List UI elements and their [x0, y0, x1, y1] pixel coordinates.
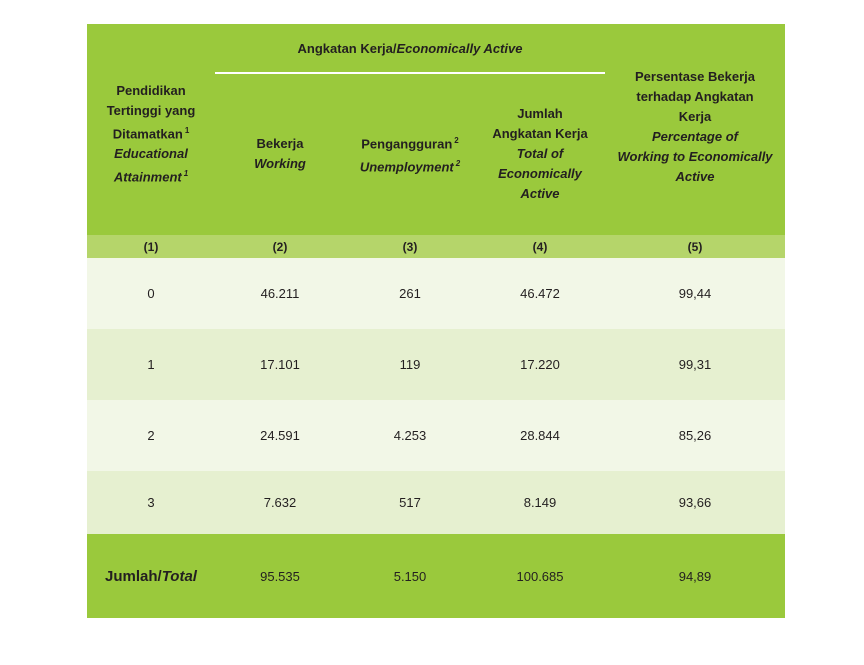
col2-en: [254, 154, 306, 174]
col4-en1: [517, 144, 563, 164]
cell-working: 17.101: [260, 357, 300, 372]
total-working: 95.535: [260, 568, 300, 584]
group-title-id: Angkatan Kerja/: [297, 41, 397, 56]
col3-en-sup: 2: [455, 159, 461, 168]
total-total: 100.685: [516, 568, 564, 584]
column-number-row: [87, 235, 785, 258]
column-number: (2): [272, 239, 288, 254]
col2-en-text: Working: [254, 156, 306, 171]
col5-en2-text: Working to Economically: [617, 149, 773, 164]
header-total-economically-active: [475, 104, 605, 204]
cell-percentage: 93,66: [678, 495, 712, 510]
cell-working: 46.211: [260, 286, 300, 301]
col1-en1-text: Educational: [114, 146, 188, 161]
col5-en1-text: Percentage of: [652, 129, 738, 144]
col1-en2: [114, 164, 188, 187]
table-row: [87, 471, 785, 534]
header-percentage-working: [605, 62, 785, 192]
col5-en3: [675, 167, 714, 187]
header-educational-attainment: [87, 74, 215, 194]
cell-unemployment: 261: [399, 286, 421, 301]
col4-en2: [498, 164, 582, 184]
cell-total: 8.149: [523, 495, 557, 510]
column-number: (5): [687, 239, 703, 254]
col3-en-text: Unemployment: [359, 159, 454, 175]
col1-line1: Pendidikan: [116, 82, 186, 98]
cell-education: 2: [147, 428, 155, 443]
column-number: (4): [532, 239, 548, 254]
total-unemployment: 5.150: [393, 568, 427, 584]
cell-total: 46.472: [520, 286, 560, 301]
cell-percentage: 99,31: [678, 357, 712, 372]
col3-sup: 2: [454, 135, 459, 145]
col5-en2: [617, 147, 772, 167]
group-title-en: Economically Active: [396, 41, 523, 56]
table-row: [87, 400, 785, 471]
total-percentage: 94,89: [678, 568, 712, 584]
group-header-rule: [215, 72, 605, 74]
col4-en2-text: Economically: [498, 166, 582, 181]
col4-en3-text: Active: [520, 186, 560, 201]
col1-line3-text: Ditamatkan: [112, 126, 183, 141]
col1-en-sup: 1: [183, 169, 189, 178]
col2-label: Bekerja: [256, 136, 304, 151]
total-row: [87, 534, 785, 618]
col4-en3: [520, 184, 559, 204]
col1-line3: [113, 121, 190, 144]
cell-unemployment: 4.253: [393, 428, 427, 443]
cell-percentage: 99,44: [678, 286, 712, 301]
table-row: [87, 258, 785, 329]
cell-working: 24.591: [260, 428, 300, 443]
col4-line1: Jumlah: [517, 106, 563, 121]
cell-education: 3: [147, 495, 155, 510]
col3-en: [360, 154, 460, 177]
column-number: (1): [143, 239, 159, 254]
cell-total: 28.844: [520, 428, 560, 443]
column-number: (3): [402, 239, 418, 254]
col1-en1: [114, 144, 188, 164]
cell-percentage: 85,26: [678, 428, 712, 443]
total-label: [87, 534, 215, 618]
col3-label: [361, 131, 458, 154]
col1-line2: Tertinggi yang: [106, 102, 196, 118]
header-working: [215, 114, 345, 194]
col4-en1-text: Total of: [516, 146, 564, 161]
table-header: [87, 24, 785, 235]
total-label-en: Total: [161, 567, 197, 585]
table-row: [87, 329, 785, 400]
col5-line1: Persentase Bekerja: [635, 69, 755, 84]
cell-working: 7.632: [263, 495, 297, 510]
cell-education: 1: [147, 357, 155, 372]
total-label-id: Jumlah/: [105, 567, 162, 585]
col4-line2: Angkatan Kerja: [492, 126, 588, 141]
col3-label-text: Pengangguran: [361, 136, 453, 151]
col5-en1: [652, 127, 738, 147]
labor-force-table: [87, 24, 785, 618]
col5-en3-text: Active: [675, 169, 715, 184]
col5-line2: terhadap Angkatan: [636, 89, 754, 104]
col1-en2-text: Attainment: [113, 169, 182, 185]
cell-unemployment: 517: [399, 495, 421, 510]
cell-total: 17.220: [520, 357, 560, 372]
header-unemployment: [345, 114, 475, 194]
group-header-economically-active: [215, 34, 605, 64]
cell-education: 0: [147, 286, 155, 301]
col1-sup: 1: [184, 125, 190, 135]
cell-unemployment: 119: [399, 357, 421, 372]
col5-line3: Kerja: [678, 109, 712, 124]
